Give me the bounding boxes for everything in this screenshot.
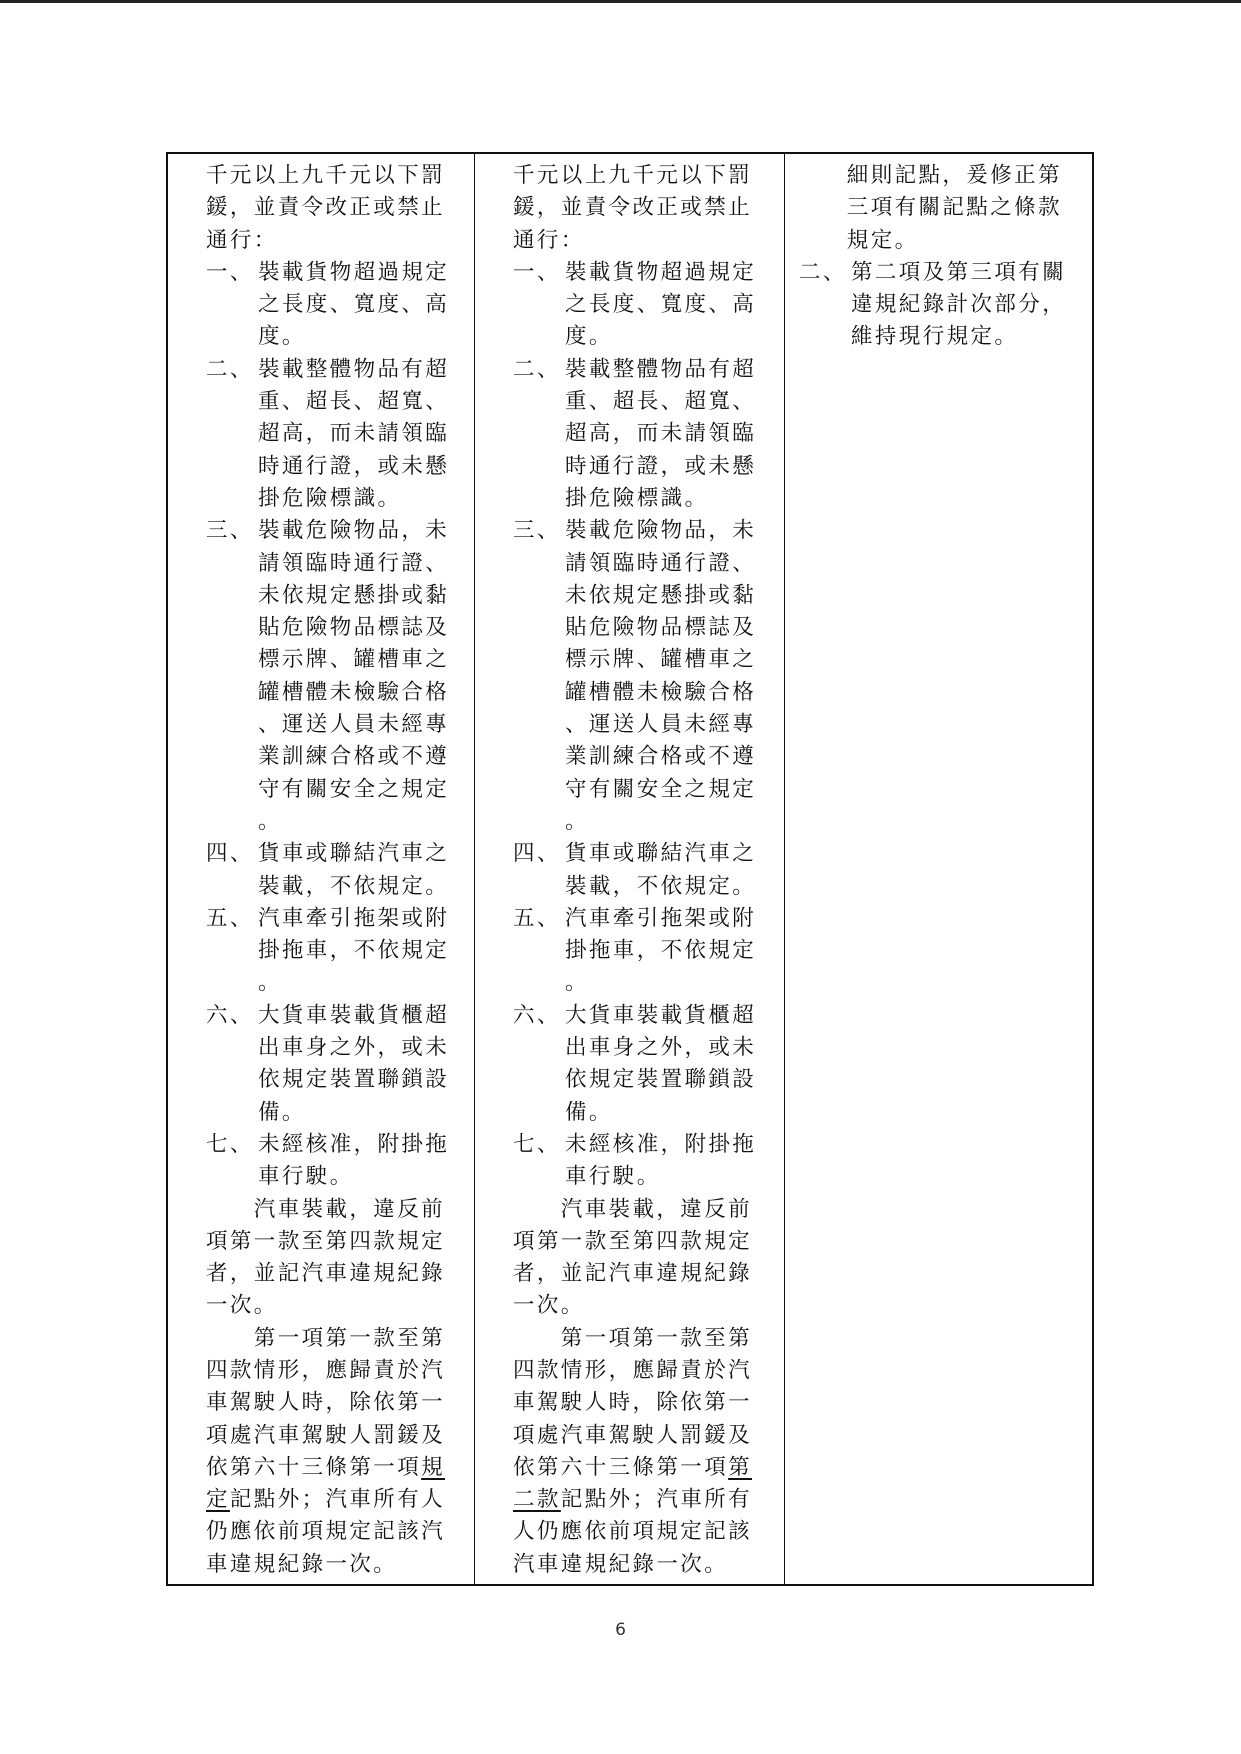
current-text-marked: 二款 — [513, 1487, 561, 1513]
item-line: 車行駛。 — [258, 1164, 354, 1190]
column-amended-text — [168, 154, 475, 1584]
paragraph — [206, 1194, 464, 1323]
item-line: 之長度、寬度、高 — [258, 292, 450, 318]
text-segment: 依第六十三條第一項 — [206, 1454, 422, 1480]
text-line: 汽車裝載，違反前 — [206, 1196, 446, 1222]
item-line: 裝載貨物超過規定 — [565, 259, 757, 285]
item-line: 貨車或聯結汽車之 — [565, 841, 757, 867]
paragraph — [206, 1323, 464, 1581]
item-line: 罐槽體未檢驗合格 — [258, 679, 450, 705]
item-line: 裝載整體物品有超 — [258, 356, 450, 382]
item-line: 標示牌、罐槽車之 — [565, 647, 757, 673]
item-line: 度。 — [565, 324, 613, 350]
item-line: 第二項及第三項有關 — [851, 259, 1067, 285]
item-line: 度。 — [258, 324, 306, 350]
amended-text: 定 — [206, 1487, 230, 1513]
item-line: 大貨車裝載貨櫃超 — [565, 1002, 757, 1028]
item-line: 違規紀錄計次部分， — [851, 292, 1067, 318]
item-marker: 四、 — [513, 841, 561, 867]
text-line: 細則記點，爰修正第 — [799, 163, 1062, 188]
item-line: 掛危險標識。 — [258, 485, 402, 511]
text-line: 第一項第一款至第 — [206, 1325, 446, 1351]
item-line: 。 — [258, 970, 282, 996]
item-line: 業訓練合格或不遵 — [565, 744, 757, 770]
list-item — [513, 354, 774, 515]
text-line — [206, 1452, 464, 1484]
item-line: 業訓練合格或不遵 — [258, 744, 450, 770]
text-line: 人仍應依前項規定記該 — [513, 1519, 753, 1545]
text-line: 一次。 — [206, 1293, 278, 1319]
item-marker: 六、 — [513, 1002, 561, 1028]
item-line: 大貨車裝載貨櫃超 — [258, 1002, 450, 1028]
text-line: 汽車違規紀錄一次。 — [513, 1551, 729, 1577]
item-line: 備。 — [565, 1099, 613, 1125]
item-line: 出車身之外，或未 — [258, 1035, 450, 1061]
item-line: 車行駛。 — [565, 1164, 661, 1190]
text-line — [513, 1452, 774, 1484]
list-item — [513, 838, 774, 903]
item-line: 掛拖車，不依規定 — [258, 938, 450, 964]
text-segment: 記點外；汽車所有人 — [229, 1487, 446, 1513]
item-line: 貼危險物品標誌及 — [565, 615, 757, 641]
item-line: 汽車牽引拖架或附 — [565, 905, 757, 931]
item-line: 備。 — [258, 1099, 306, 1125]
item-line: 裝載危險物品，未 — [258, 518, 450, 544]
item-line: 貼危險物品標誌及 — [258, 615, 450, 641]
text-line — [206, 1484, 464, 1516]
text-line: 車駕駛人時，除依第一 — [513, 1390, 753, 1416]
text-line: 車駕駛人時，除依第一 — [206, 1390, 446, 1416]
item-line: 裝載整體物品有超 — [565, 356, 757, 382]
item-line: 罐槽體未檢驗合格 — [565, 679, 757, 705]
text-line: 鍰，並責令改正或禁止 — [206, 195, 446, 221]
item-marker: 二、 — [799, 259, 847, 285]
item-line: 裝載，不依規定。 — [565, 873, 757, 899]
item-line: 標示牌、罐槽車之 — [258, 647, 450, 673]
item-line: 超高，而未請領臨 — [258, 421, 450, 447]
text-line: 千元以上九千元以下罰 — [206, 163, 446, 188]
item-line: 裝載危險物品，未 — [565, 518, 757, 544]
list-item — [513, 1000, 774, 1129]
paragraph — [513, 1194, 774, 1323]
item-line: 未依規定懸掛或黏 — [258, 582, 450, 608]
item-line: 出車身之外，或未 — [565, 1035, 757, 1061]
item-line: 請領臨時通行證、 — [565, 550, 757, 576]
amended-text: 規 — [421, 1454, 446, 1480]
list-item — [206, 838, 464, 903]
text-segment: 記點外；汽車所有 — [560, 1487, 753, 1513]
paragraph — [513, 1323, 774, 1581]
text-line: 千元以上九千元以下罰 — [513, 163, 753, 188]
item-line: 、運送人員未經專 — [258, 712, 450, 738]
text-line: 四款情形，應歸責於汽 — [206, 1357, 446, 1383]
item-line: 汽車牽引拖架或附 — [258, 905, 450, 931]
item-line: 重、超長、超寬、 — [565, 389, 757, 415]
item-marker: 一、 — [513, 259, 561, 285]
item-marker: 六、 — [206, 1002, 254, 1028]
text-line: 車違規紀錄一次。 — [206, 1551, 398, 1577]
list-item — [513, 257, 774, 354]
item-line: 守有關安全之規定 — [565, 776, 757, 802]
item-line: 重、超長、超寬、 — [258, 389, 450, 415]
list-item — [206, 1129, 464, 1194]
page-number: 6 — [615, 1620, 626, 1640]
item-marker: 三、 — [206, 518, 254, 544]
comparison-table — [166, 152, 1094, 1586]
text-line: 鍰，並責令改正或禁止 — [513, 195, 753, 221]
item-line: 未經核准，附掛拖 — [258, 1131, 450, 1157]
item-marker: 四、 — [206, 841, 254, 867]
list-item — [513, 1129, 774, 1194]
text-line: 四款情形，應歸責於汽 — [513, 1357, 753, 1383]
item-line: 未經核准，附掛拖 — [565, 1131, 757, 1157]
item-marker: 七、 — [513, 1131, 561, 1157]
item-line: 。 — [565, 970, 589, 996]
item-line: 貨車或聯結汽車之 — [258, 841, 450, 867]
current-text-marked: 第 — [728, 1454, 753, 1480]
list-item — [206, 515, 464, 838]
list-item — [513, 515, 774, 838]
item-line: 守有關安全之規定 — [258, 776, 450, 802]
text-line: 者，並記汽車違規紀錄 — [513, 1261, 753, 1287]
text-line: 仍應依前項規定記該汽 — [206, 1519, 446, 1545]
text-line: 項第一款至第四款規定 — [206, 1228, 446, 1254]
text-line: 一次。 — [513, 1293, 585, 1319]
item-line: 。 — [565, 808, 589, 834]
item-line: 。 — [258, 808, 282, 834]
text-line: 通行： — [206, 227, 278, 253]
item-marker: 三、 — [513, 518, 561, 544]
item-line: 依規定裝置聯鎖設 — [258, 1067, 450, 1093]
text-line: 第一項第一款至第 — [513, 1325, 753, 1351]
item-line: 掛拖車，不依規定 — [565, 938, 757, 964]
text-line: 汽車裝載，違反前 — [513, 1196, 753, 1222]
list-item — [206, 1000, 464, 1129]
text-line: 三項有關記點之條款 — [799, 195, 1062, 221]
text-line: 項第一款至第四款規定 — [513, 1228, 753, 1254]
list-item — [513, 903, 774, 1000]
item-line: 裝載，不依規定。 — [258, 873, 450, 899]
scan-top-border — [0, 0, 1241, 3]
item-line: 時通行證，或未懸 — [258, 453, 450, 479]
item-marker: 一、 — [206, 259, 254, 285]
text-line: 項處汽車駕駛人罰鍰及 — [206, 1422, 446, 1448]
item-line: 掛危險標識。 — [565, 485, 709, 511]
text-line — [513, 1484, 774, 1516]
item-line: 未依規定懸掛或黏 — [565, 582, 757, 608]
text-segment: 依第六十三條第一項 — [513, 1454, 729, 1480]
item-line: 裝載貨物超過規定 — [258, 259, 450, 285]
item-line: 、運送人員未經專 — [565, 712, 757, 738]
text-line: 者，並記汽車違規紀錄 — [206, 1261, 446, 1287]
list-item — [206, 354, 464, 515]
item-marker: 五、 — [513, 905, 561, 931]
text-line: 通行： — [513, 227, 585, 253]
text-line: 項處汽車駕駛人罰鍰及 — [513, 1422, 753, 1448]
item-line: 維持現行規定。 — [851, 324, 1019, 350]
list-item — [206, 903, 464, 1000]
item-line: 超高，而未請領臨 — [565, 421, 757, 447]
item-marker: 五、 — [206, 905, 254, 931]
list-item — [206, 257, 464, 354]
item-line: 依規定裝置聯鎖設 — [565, 1067, 757, 1093]
list-item — [799, 257, 1084, 354]
item-line: 之長度、寬度、高 — [565, 292, 757, 318]
column-current-text — [475, 154, 785, 1584]
item-marker: 二、 — [206, 356, 254, 382]
item-line: 請領臨時通行證、 — [258, 550, 450, 576]
item-line: 時通行證，或未懸 — [565, 453, 757, 479]
item-marker: 七、 — [206, 1131, 254, 1157]
text-line: 規定。 — [799, 227, 919, 253]
item-marker: 二、 — [513, 356, 561, 382]
column-explanation — [785, 154, 1092, 1584]
